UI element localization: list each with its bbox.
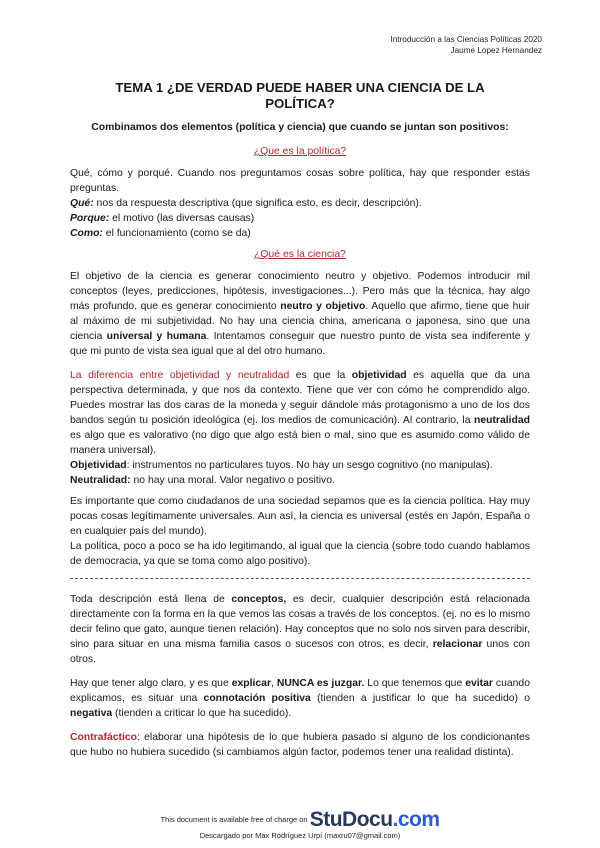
- bold-run: evitar: [465, 678, 493, 689]
- document-title: TEMA 1 ¿DE VERDAD PUEDE HABER UNA CIENCIA DE LA POLÍTICA?: [115, 80, 485, 111]
- bold-run: Neutralidad:: [70, 475, 131, 486]
- porque-label: Porque:: [70, 213, 110, 224]
- logo-main: StuDocu: [309, 808, 393, 831]
- text-run: Hay que tener algo claro, y es que: [70, 678, 232, 689]
- text-run: El objetivo de la ciencia es generar conocimiento neutro y objetivo. Podemos introducir mil conceptos (leyes, predicciones, hipótesis, investigaciones...). Pero más que la técnica, hay algo más profundo, que es generar conocimiento: [70, 271, 530, 312]
- science-paragraph-2: [70, 368, 530, 458]
- header-author: Jaume Lopez Hernandez: [450, 46, 542, 55]
- politics-section: [70, 166, 530, 241]
- text-run: es decir, cualquier descripción está relacionada directamente con la forma en la que vemos las cosas a través de los conceptos. (ej. no es lo mismo decir felino que gato, aunque tienen relación). Hay conceptos que no solo nos sirven para describir, sino para situar en una misma familia casos o sucesos con otros, es decir,: [70, 594, 530, 650]
- science-section: [70, 269, 530, 569]
- text-run: . Aquello que afirmo, tiene que huir al máximo de mi subjetividad. No hay una ciencia china, americana o japonesa, sino que una ciencia: [70, 301, 530, 342]
- red-bold-run: Contrafáctico: [70, 732, 137, 743]
- science-paragraph-3: Es importante que como ciudadanos de una sociedad sepamos que es la ciencia política. Hay muy pocas cosas legítimamente universales. Aun así, la ciencia es universal (estés en Japón, España o en cualquier país del mundo).: [70, 496, 530, 537]
- politics-porque: [70, 211, 530, 226]
- neutralidad-line: [70, 473, 530, 488]
- header-course: Introducción a las Ciencias Políticas 2020: [390, 35, 542, 44]
- que-text: nos da respuesta descriptiva (que significa esto, es decir, descripción).: [93, 198, 422, 209]
- footer-available-text: This document is available free of charge on: [160, 814, 308, 824]
- bold-run: objetividad: [351, 370, 407, 381]
- text-run: ,: [270, 678, 277, 689]
- text-run: cuando explicamos, es situar una: [70, 678, 530, 704]
- footer-downloaded: Descargado por Max Rodríguez Urpí (maxru07@gmail.com): [199, 831, 401, 840]
- como-text: el funcionamiento (como se da): [102, 228, 251, 239]
- science-paragraph-4: La política, poco a poco se ha ido legitimando, al igual que la ciencia (sobre todo cuando hablamos de democracia, ya que se toma como algo positivo).: [70, 541, 530, 567]
- studocu-logo[interactable]: [310, 808, 440, 831]
- bold-run: Objetividad: [70, 460, 127, 471]
- text-run: no hay una moral. Valor negativo o positivo.: [130, 475, 335, 486]
- text-run: (tienden a justificar lo que ha sucedido) o: [310, 693, 530, 704]
- text-run: Toda descripción está llena de: [70, 594, 232, 605]
- bold-run: neutro y objetivo: [280, 301, 366, 312]
- concepts-paragraph-1: [70, 592, 530, 667]
- politics-como: [70, 226, 530, 241]
- concepts-paragraph-2: [70, 676, 530, 721]
- red-run: La diferencia entre objetividad y neutralidad: [70, 370, 290, 381]
- text-run: Lo que tenemos que: [364, 678, 466, 689]
- heading-science: ¿Qué es la ciencia?: [254, 249, 346, 260]
- que-label: Qué:: [70, 198, 94, 209]
- text-run: es aquella que da una perspectiva determinada, y que nos da contexto. Tiene que ver con cómo he comprendido algo. Puedes mostrar las dos caras de la moneda y seguir dándole más protagonismo a uno de los dos bandos según tu posición ideológica (ej. los medios de comunicación). Al contrario, la: [70, 370, 530, 426]
- politics-intro: Qué, cómo y porqué. Cuando nos preguntamos cosas sobre política, hay que responder estas preguntas.: [70, 168, 530, 194]
- footer-availability: [0, 808, 600, 832]
- science-paragraph-1: [70, 269, 530, 359]
- lead-sentence: Combinamos dos elementos (política y ciencia) que cuando se juntan son positivos:: [91, 122, 509, 133]
- heading-politics: ¿Que es la política?: [253, 146, 347, 157]
- bold-run: negativa: [70, 708, 113, 719]
- page-header: [390, 34, 542, 56]
- bold-run: NUNCA es juzgar.: [276, 678, 365, 689]
- section-divider: [70, 578, 530, 579]
- text-run: es algo que es valorativo (no digo que algo está bien o mal, sino que es asumido como válido de manera universal).: [70, 430, 530, 456]
- como-label: Como:: [70, 228, 103, 239]
- porque-text: el motivo (las diversas causas): [109, 213, 255, 224]
- text-run: (tienden a criticar lo que ha sucedido).: [112, 708, 292, 719]
- text-run: . Intentamos conseguir que nuestro punto de vista sea indiferente y que mi punto de vista sea igual que al del otro humano.: [70, 331, 530, 357]
- objetividad-line: [70, 458, 530, 473]
- concepts-section: [70, 592, 530, 760]
- text-run: : elaborar una hipótesis de lo que hubiera pasado si alguno de los condicionantes que hubo no hubiera sucedido (si cambiamos algún factor, podemos tener una realidad distinta).: [70, 732, 530, 758]
- concepts-paragraph-3: [70, 730, 530, 760]
- logo-domain: .com: [392, 808, 440, 831]
- bold-run: neutralidad: [473, 415, 530, 426]
- bold-run: conceptos,: [231, 594, 287, 605]
- bold-run: explicar: [231, 678, 271, 689]
- text-run: : instrumentos no particulares tuyos. No hay un sesgo cognitivo (no manipulas).: [126, 460, 493, 471]
- text-run: es que la: [289, 370, 352, 381]
- bold-run: connotación positiva: [203, 693, 311, 704]
- text-run: unos con otros.: [70, 639, 530, 665]
- bold-run: relacionar: [432, 639, 483, 650]
- bold-run: universal y humana: [106, 331, 207, 342]
- politics-que: [70, 196, 530, 211]
